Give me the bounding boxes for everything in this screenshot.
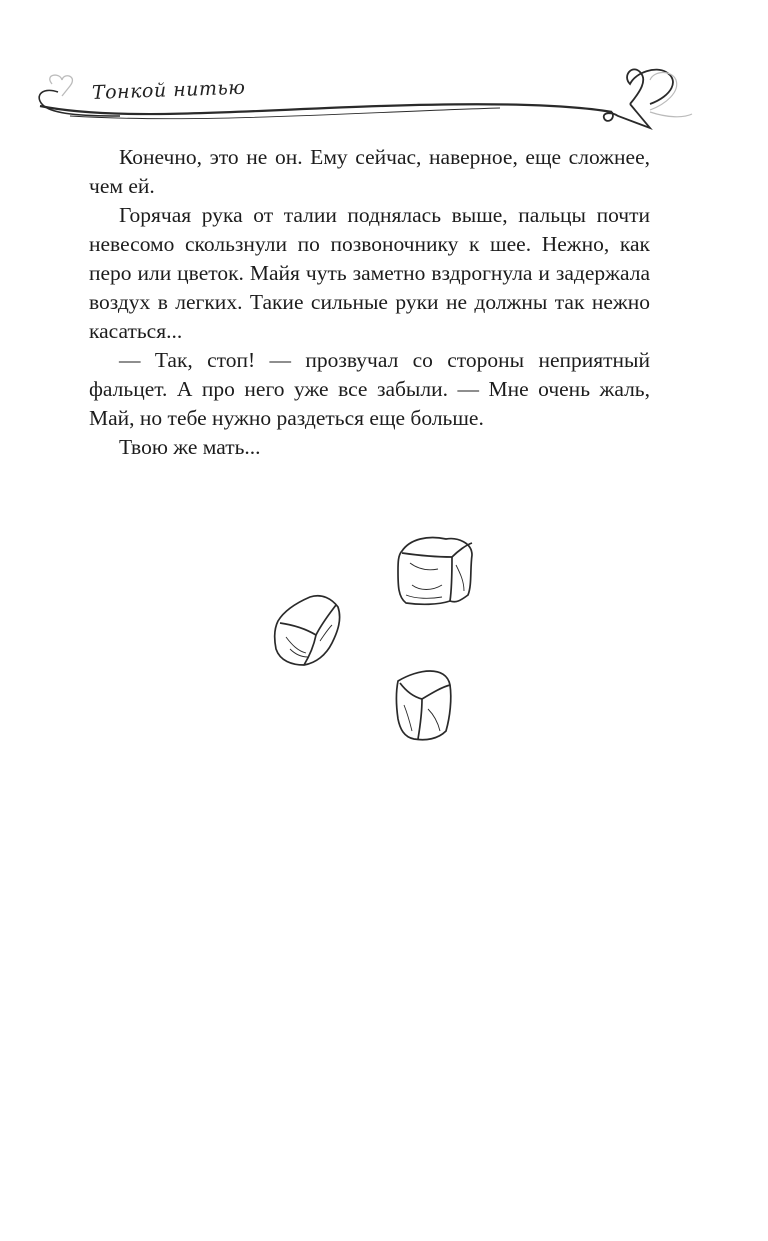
header-ornament: [0, 0, 768, 140]
ice-cube-icon: [275, 596, 340, 665]
ice-cube-icon: [398, 538, 472, 605]
paragraph: Горячая рука от талии поднялась выше, пальцы почти невесомо скользнули по позвоночнику к шее. Нежно, как перо или цветок. Майя чуть заметно вздрогнула и задержала воздух в легких. Такие сильные руки не должны так нежно касаться...: [89, 203, 650, 343]
paragraph: — Так, стоп! — прозвучал со стороны неприятный фальцет. А про него уже все забыли. — Мне очень жаль, Май, но тебе нужно раздеться еще больше.: [89, 348, 650, 430]
body-text: [89, 143, 650, 462]
page-header: [0, 0, 768, 140]
paragraph: Конечно, это не он. Ему сейчас, наверное, еще сложнее, чем ей.: [89, 145, 650, 198]
swash-line: [40, 104, 612, 114]
running-title: Тонкой нитью: [91, 76, 246, 104]
paragraph: Твою же мать...: [119, 435, 261, 459]
ice-cubes-illustration: [260, 525, 490, 750]
right-heart-icon: [627, 69, 673, 104]
ice-cube-icon: [397, 671, 451, 740]
left-heart-icon: [50, 75, 73, 96]
